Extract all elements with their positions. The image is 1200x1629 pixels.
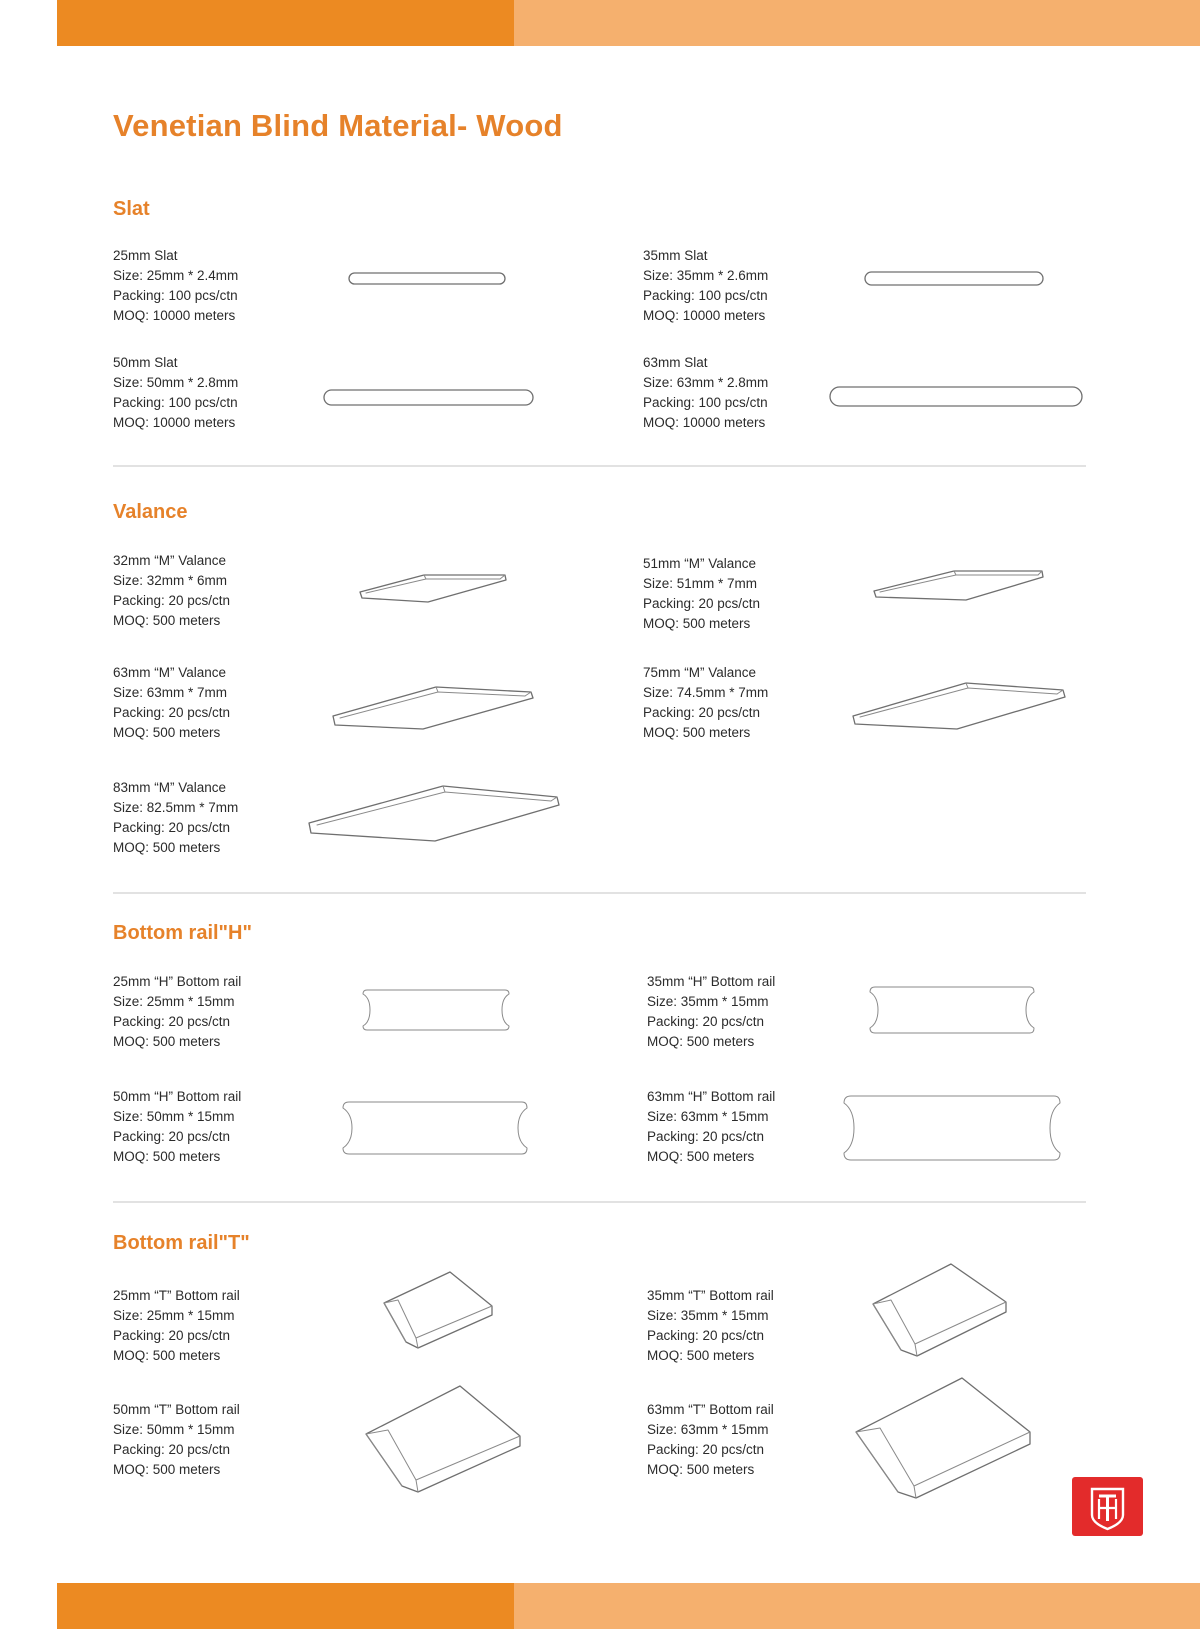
- valance-51-profile-image: [872, 565, 1046, 603]
- spec-name: 75mm “M” Valance: [643, 665, 757, 680]
- valance-83-profile-image: [307, 783, 563, 843]
- slat-63-profile-image: [829, 386, 1085, 408]
- spec-size: Size: 35mm * 2.6mm: [643, 268, 769, 283]
- spec-name: 35mm Slat: [643, 248, 708, 263]
- spec-size: Size: 50mm * 15mm: [113, 1109, 235, 1124]
- spec-moq: MOQ: 500 meters: [647, 1149, 755, 1164]
- valance-75-profile-image: [851, 680, 1069, 732]
- spec-packing: Packing: 20 pcs/ctn: [647, 1328, 765, 1343]
- spec-slat-50: [113, 353, 238, 433]
- h-rail-50-profile-image: [341, 1100, 531, 1158]
- page-title: Venetian Blind Material- Wood: [113, 108, 563, 143]
- spec-size: Size: 63mm * 15mm: [647, 1422, 769, 1437]
- spec-slat-25: [113, 246, 238, 326]
- spec-moq: MOQ: 500 meters: [643, 616, 751, 631]
- spec-moq: MOQ: 10000 meters: [643, 308, 766, 323]
- spec-name: 63mm “H” Bottom rail: [647, 1089, 776, 1104]
- spec-name: 50mm “H” Bottom rail: [113, 1089, 242, 1104]
- h-rail-35-profile-image: [868, 985, 1038, 1037]
- slat-50-profile-image: [323, 389, 535, 407]
- spec-size: Size: 63mm * 7mm: [113, 685, 228, 700]
- spec-size: Size: 35mm * 15mm: [647, 1308, 769, 1323]
- section-divider: [113, 1201, 1086, 1203]
- brand-logo: [1072, 1477, 1143, 1536]
- spec-packing: Packing: 20 pcs/ctn: [643, 596, 761, 611]
- spec-valance-63: [113, 663, 230, 743]
- spec-size: Size: 35mm * 15mm: [647, 994, 769, 1009]
- spec-name: 35mm “H” Bottom rail: [647, 974, 776, 989]
- spec-packing: Packing: 20 pcs/ctn: [643, 705, 761, 720]
- spec-packing: Packing: 20 pcs/ctn: [113, 593, 231, 608]
- spec-size: Size: 63mm * 15mm: [647, 1109, 769, 1124]
- section-title-valance: Valance: [113, 501, 188, 523]
- spec-moq: MOQ: 500 meters: [113, 725, 221, 740]
- spec-moq: MOQ: 500 meters: [113, 1348, 221, 1363]
- spec-packing: Packing: 20 pcs/ctn: [647, 1442, 765, 1457]
- t-rail-63-profile-image: [854, 1376, 1034, 1500]
- spec-slat-35: [643, 246, 768, 326]
- spec-name: 35mm “T” Bottom rail: [647, 1288, 774, 1303]
- spec-moq: MOQ: 10000 meters: [113, 308, 236, 323]
- spec-valance-51: [643, 554, 760, 634]
- header-bar: [57, 0, 1200, 46]
- spec-packing: Packing: 100 pcs/ctn: [113, 395, 238, 410]
- spec-t-rail-25: [113, 1286, 240, 1366]
- spec-moq: MOQ: 10000 meters: [113, 415, 236, 430]
- t-rail-35-profile-image: [871, 1262, 1011, 1358]
- spec-t-rail-63: [647, 1400, 774, 1480]
- h-rail-25-profile-image: [361, 988, 513, 1034]
- spec-moq: MOQ: 500 meters: [113, 613, 221, 628]
- spec-name: 25mm “H” Bottom rail: [113, 974, 242, 989]
- spec-moq: MOQ: 500 meters: [113, 1462, 221, 1477]
- spec-name: 50mm Slat: [113, 355, 178, 370]
- spec-name: 51mm “M” Valance: [643, 556, 757, 571]
- spec-name: 25mm “T” Bottom rail: [113, 1288, 240, 1303]
- section-divider: [113, 892, 1086, 894]
- spec-size: Size: 32mm * 6mm: [113, 573, 228, 588]
- spec-packing: Packing: 20 pcs/ctn: [113, 705, 231, 720]
- spec-name: 63mm Slat: [643, 355, 708, 370]
- spec-valance-75: [643, 663, 768, 743]
- spec-valance-83: [113, 778, 238, 858]
- spec-packing: Packing: 20 pcs/ctn: [113, 1328, 231, 1343]
- spec-packing: Packing: 20 pcs/ctn: [113, 1014, 231, 1029]
- spec-moq: MOQ: 500 meters: [113, 1149, 221, 1164]
- footer-bar-dark: [57, 1583, 514, 1629]
- header-bar-light: [514, 0, 1200, 46]
- spec-t-rail-35: [647, 1286, 774, 1366]
- section-title-slat: Slat: [113, 198, 150, 220]
- section-title-bottom-rail-h: Bottom rail"H": [113, 922, 252, 944]
- t-rail-50-profile-image: [364, 1384, 524, 1494]
- spec-size: Size: 50mm * 15mm: [113, 1422, 235, 1437]
- spec-h-rail-35: [647, 972, 775, 1052]
- spec-name: 83mm “M” Valance: [113, 780, 227, 795]
- spec-size: Size: 63mm * 2.8mm: [643, 375, 769, 390]
- footer-bar: [57, 1583, 1200, 1629]
- spec-valance-32: [113, 551, 230, 631]
- section-divider: [113, 465, 1086, 467]
- spec-packing: Packing: 20 pcs/ctn: [647, 1129, 765, 1144]
- slat-35-profile-image: [864, 271, 1046, 287]
- spec-name: 25mm Slat: [113, 248, 178, 263]
- spec-name: 50mm “T” Bottom rail: [113, 1402, 240, 1417]
- spec-h-rail-50: [113, 1087, 241, 1167]
- h-rail-63-profile-image: [842, 1094, 1064, 1164]
- spec-name: 63mm “T” Bottom rail: [647, 1402, 774, 1417]
- spec-h-rail-25: [113, 972, 241, 1052]
- slat-25-profile-image: [348, 272, 508, 286]
- spec-name: 32mm “M” Valance: [113, 553, 227, 568]
- section-title-bottom-rail-t: Bottom rail"T": [113, 1232, 250, 1254]
- spec-moq: MOQ: 500 meters: [643, 725, 751, 740]
- spec-packing: Packing: 100 pcs/ctn: [113, 288, 238, 303]
- spec-size: Size: 51mm * 7mm: [643, 576, 758, 591]
- spec-name: 63mm “M” Valance: [113, 665, 227, 680]
- spec-packing: Packing: 100 pcs/ctn: [643, 288, 768, 303]
- spec-size: Size: 82.5mm * 7mm: [113, 800, 239, 815]
- spec-h-rail-63: [647, 1087, 775, 1167]
- spec-slat-63: [643, 353, 768, 433]
- ht-brand-logo-icon: [1072, 1477, 1143, 1536]
- t-rail-25-profile-image: [382, 1270, 496, 1350]
- spec-moq: MOQ: 500 meters: [113, 840, 221, 855]
- spec-size: Size: 74.5mm * 7mm: [643, 685, 769, 700]
- spec-size: Size: 25mm * 2.4mm: [113, 268, 239, 283]
- spec-packing: Packing: 20 pcs/ctn: [113, 1129, 231, 1144]
- spec-size: Size: 25mm * 15mm: [113, 994, 235, 1009]
- spec-packing: Packing: 100 pcs/ctn: [643, 395, 768, 410]
- spec-moq: MOQ: 500 meters: [647, 1348, 755, 1363]
- footer-bar-light: [514, 1583, 1200, 1629]
- spec-moq: MOQ: 500 meters: [647, 1462, 755, 1477]
- header-bar-dark: [57, 0, 514, 46]
- spec-moq: MOQ: 500 meters: [113, 1034, 221, 1049]
- spec-size: Size: 25mm * 15mm: [113, 1308, 235, 1323]
- valance-32-profile-image: [358, 566, 508, 604]
- spec-packing: Packing: 20 pcs/ctn: [113, 1442, 231, 1457]
- valance-63-profile-image: [331, 683, 537, 733]
- spec-packing: Packing: 20 pcs/ctn: [113, 820, 231, 835]
- spec-moq: MOQ: 500 meters: [647, 1034, 755, 1049]
- spec-moq: MOQ: 10000 meters: [643, 415, 766, 430]
- spec-size: Size: 50mm * 2.8mm: [113, 375, 239, 390]
- spec-packing: Packing: 20 pcs/ctn: [647, 1014, 765, 1029]
- spec-t-rail-50: [113, 1400, 240, 1480]
